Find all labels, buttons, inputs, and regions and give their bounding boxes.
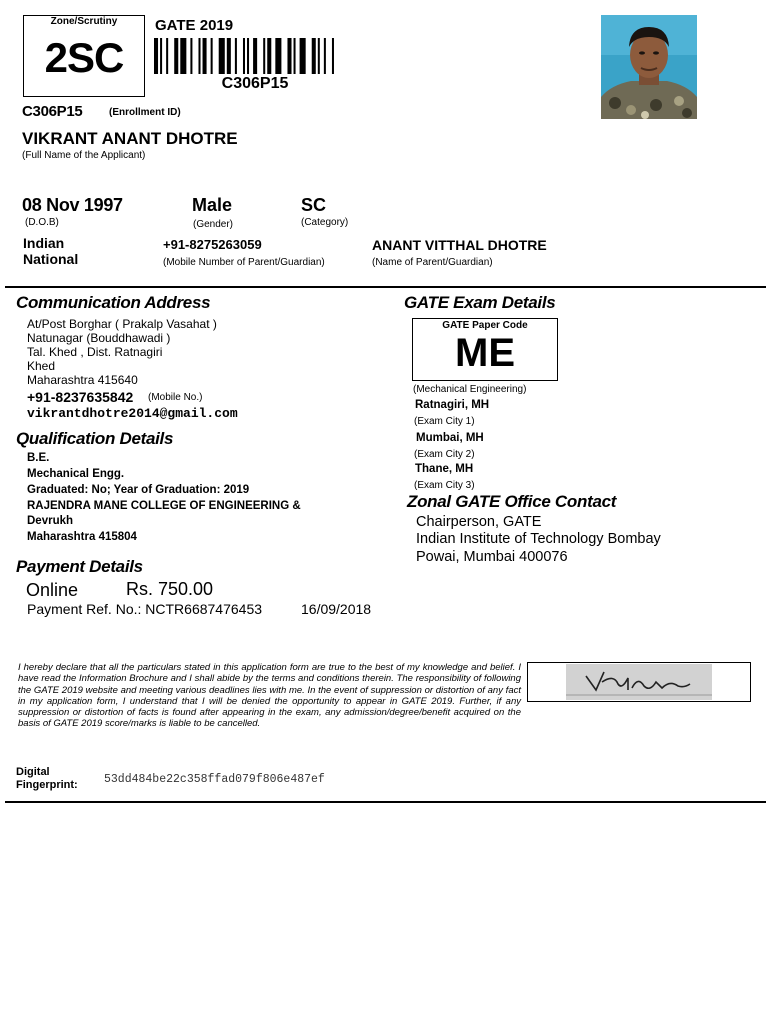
- barcode-text: C306P15: [221, 75, 289, 92]
- zone-code: 2SC: [44, 34, 124, 81]
- fingerprint-value: 53dd484be22c358ffad079f806e487ef: [104, 773, 325, 786]
- exam-title: GATE 2019: [155, 17, 234, 34]
- barcode-bar: [243, 38, 245, 74]
- communication-title: Communication Address: [16, 293, 211, 312]
- barcode-bar: [294, 38, 296, 74]
- barcode-bar: [253, 38, 257, 74]
- payment-ref: Payment Ref. No.: NCTR6687476453: [27, 601, 263, 617]
- enrollment-label: (Enrollment ID): [109, 107, 181, 118]
- applicant-email: vikrantdhotre2014@gmail.com: [27, 406, 238, 421]
- exam-city-3: Thane, MH: [415, 463, 474, 475]
- barcode-bar: [166, 38, 168, 74]
- paper-name: (Mechanical Engineering): [413, 384, 527, 395]
- barcode-bar: [219, 38, 225, 74]
- barcode-bar: [332, 38, 334, 74]
- barcode-bar: [263, 38, 265, 74]
- paper-code: ME: [455, 331, 515, 375]
- qualification-college-2: Devrukh: [27, 515, 74, 527]
- address-line-5: Maharashtra 415640: [27, 373, 138, 387]
- divider-top: [5, 286, 766, 288]
- dob-value: 08 Nov 1997: [22, 195, 123, 215]
- zonal-title: Zonal GATE Office Contact: [407, 492, 617, 511]
- applicant-name: VIKRANT ANANT DHOTRE: [22, 129, 238, 148]
- address-line-1: At/Post Borghar ( Prakalp Vasahat ): [27, 317, 217, 331]
- payment-date: 16/09/2018: [301, 601, 372, 617]
- barcode-bar: [267, 38, 271, 74]
- barcode-bar: [174, 38, 178, 74]
- gender-value: Male: [192, 195, 233, 215]
- qualification-college-1: RAJENDRA MANE COLLEGE OF ENGINEERING &: [27, 500, 301, 512]
- barcode-bar: [287, 38, 291, 74]
- fingerprint-label-2: Fingerprint:: [16, 779, 78, 791]
- exam-city-2: Mumbai, MH: [416, 432, 484, 444]
- qualification-degree: B.E.: [27, 452, 50, 464]
- parent-name-label: (Name of Parent/Guardian): [372, 257, 493, 268]
- exam-city-1-label: (Exam City 1): [414, 416, 475, 427]
- barcode-bar: [275, 38, 281, 74]
- barcode-bar: [318, 38, 320, 74]
- zone-label: Zone/Scrutiny: [50, 16, 118, 27]
- address-line-3: Tal. Khed , Dist. Ratnagiri: [27, 345, 163, 359]
- payment-title: Payment Details: [16, 557, 143, 576]
- barcode-bar: [235, 38, 237, 74]
- address-line-2: Natunagar (Bouddhawadi ): [27, 331, 171, 345]
- enrollment-id: C306P15: [22, 103, 83, 120]
- declaration-text: I hereby declare that all the particulars stated in this application form are true to the best of my knowledge and belief. I have read the Information Brochure and I shall abide by the terms and conditions therein. The responsibility of following the GATE 2019 website and meeting various deadlines lies with me. In the event of suppression or distortion of any fact in my application form, I understand that I will be denied the opportunity to appear in GATE 2019. Further, if any suppression or distortion of facts is found after appearing in the exam, any admission/degree/benefit acquired on the basis of GATE 2019 score/marks is liable to be cancelled.: [18, 662, 521, 730]
- exam-city-1: Ratnagiri, MH: [415, 399, 490, 411]
- applicant-mobile: +91-8237635842: [27, 389, 134, 405]
- qualification-state: Maharashtra 415804: [27, 531, 137, 543]
- qualification-discipline: Mechanical Engg.: [27, 468, 125, 480]
- applicant-name-label: (Full Name of the Applicant): [22, 150, 146, 161]
- barcode-bar: [198, 38, 200, 74]
- payment-amount: Rs. 750.00: [126, 579, 214, 599]
- gender-label: (Gender): [193, 219, 234, 230]
- barcode-bar: [227, 38, 231, 74]
- barcode-bar: [180, 38, 186, 74]
- barcode-bar: [190, 38, 192, 74]
- barcode-bar: [203, 38, 207, 74]
- applicant-mobile-label: (Mobile No.): [148, 392, 203, 403]
- category-value: SC: [301, 195, 327, 215]
- exam-title-heading: GATE Exam Details: [404, 293, 556, 312]
- nationality-line1: Indian: [23, 235, 65, 251]
- category-label: (Category): [301, 217, 349, 228]
- parent-mobile-label: (Mobile Number of Parent/Guardian): [163, 257, 325, 268]
- barcode-bar: [247, 38, 249, 74]
- parent-name: ANANT VITTHAL DHOTRE: [372, 237, 547, 253]
- applicant-photo: [601, 15, 697, 119]
- payment-mode: Online: [26, 580, 79, 600]
- barcode-bar: [160, 38, 162, 74]
- barcode-bar: [324, 38, 326, 74]
- nationality-line2: National: [23, 251, 79, 267]
- zonal-line-3: Powai, Mumbai 400076: [416, 549, 568, 565]
- barcode-bar: [300, 38, 306, 74]
- exam-city-2-label: (Exam City 2): [414, 449, 475, 460]
- barcode-bar: [211, 38, 213, 74]
- paper-code-label: GATE Paper Code: [442, 320, 528, 331]
- address-line-4: Khed: [27, 359, 56, 373]
- barcode-bar: [312, 38, 316, 74]
- parent-mobile: +91-8275263059: [163, 237, 262, 252]
- fingerprint-label-1: Digital: [16, 766, 50, 778]
- exam-city-3-label: (Exam City 3): [414, 480, 475, 491]
- zonal-line-1: Chairperson, GATE: [416, 514, 542, 530]
- qualification-title: Qualification Details: [16, 429, 174, 448]
- signature-image: [566, 664, 712, 700]
- barcode-bar: [154, 38, 158, 74]
- zonal-line-2: Indian Institute of Technology Bombay: [416, 531, 661, 547]
- qualification-graduation: Graduated: No; Year of Graduation: 2019: [27, 484, 250, 496]
- dob-label: (D.O.B): [25, 217, 59, 228]
- divider-bottom: [5, 801, 766, 803]
- barcode: [154, 38, 336, 74]
